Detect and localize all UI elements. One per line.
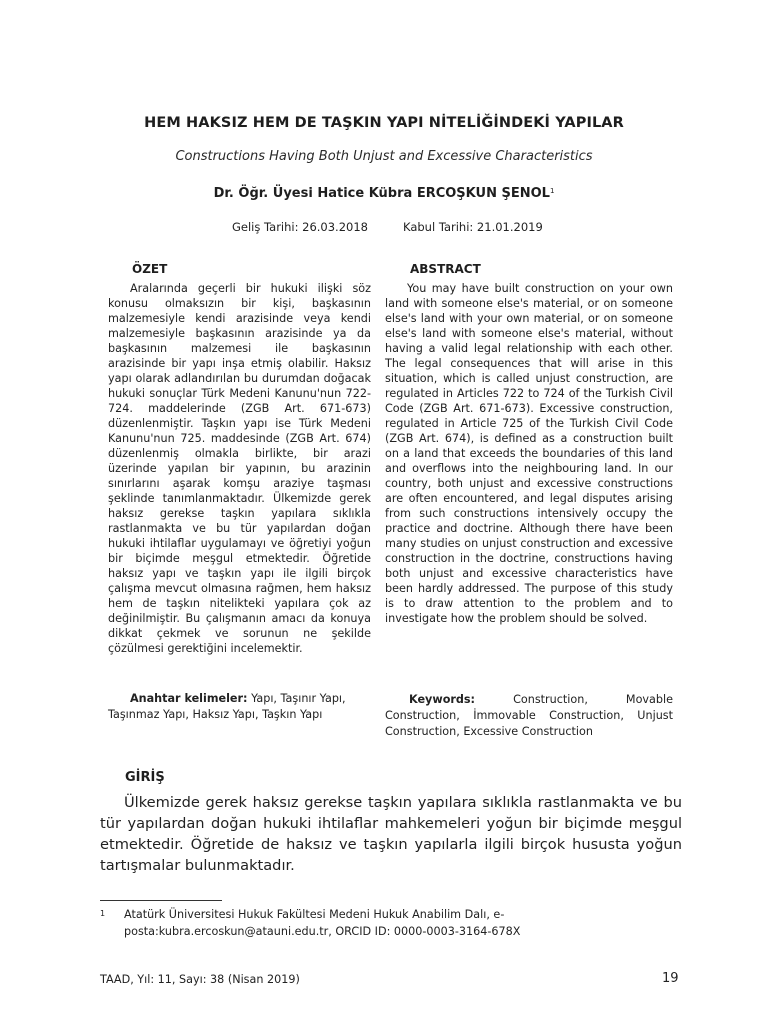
ozet-heading: ÖZET <box>132 262 168 276</box>
article-title: HEM HAKSIZ HEM DE TAŞKIN YAPI NİTELİĞİNDEKİ YAPILAR <box>144 115 624 131</box>
journal-reference: TAAD, Yıl: 11, Sayı: 38 (Nisan 2019) <box>100 973 300 986</box>
abstract-heading: ABSTRACT <box>410 262 481 276</box>
keywords-turkish <box>108 691 371 723</box>
article-subtitle: Constructions Having Both Unjust and Excessive Characteristics <box>175 149 593 164</box>
footnote-text: Atatürk Üniversitesi Hukuk Fakültesi Medeni Hukuk Anabilim Dalı, e-posta:kubra.ercoskun@atauni.edu.tr, ORCID ID: 0000-0003-3164-678X <box>124 908 521 938</box>
keywords-tr-label: Anahtar kelimeler: <box>130 692 248 705</box>
ozet-text <box>108 281 371 656</box>
abstract-text <box>385 281 673 626</box>
giris-text <box>100 792 682 876</box>
keywords-tr-list: Yapı, Taşınır Yapı, Taşınmaz Yapı, Haksız Yapı, Taşkın Yapı <box>108 692 346 721</box>
accepted-date: Kabul Tarihi: 21.01.2019 <box>403 220 543 234</box>
footnote-mark: 1 <box>100 909 106 918</box>
keywords-english <box>385 692 673 740</box>
keywords-en-label: Keywords: <box>409 693 476 706</box>
footnote <box>100 906 682 940</box>
received-date: Geliş Tarihi: 26.03.2018 <box>232 220 368 234</box>
author-line <box>0 186 768 201</box>
section-heading-giris: GİRİŞ <box>125 770 165 785</box>
page-number: 19 <box>662 971 679 986</box>
ozet-paragraph: Aralarında geçerli bir hukuki ilişki söz konusu olmaksızın bir kişi, başkasının malzemesiyle kendi arazisinde veya kendi malzemesiyle başkasının arazisinde ya da başkasının malzemesi ile başkasının arazisinde bir yapı inşa etmiş olabilir. Haksız yapı olarak adlandırılan bu durumdan doğacak hukuki sonuçlar Türk Medeni Kanunu'nun 722-724. maddelerinde (ZGB Art. 671-673) düzenlenmiştir. Taşkın yapı ise Türk Medeni Kanunu'nun 725. maddesinde (ZGB Art. 674) düzenlenmiş olmakla birlikte, bir arazi üzerinde yapılan bir yapının, bu arazinin sınırlarını aşarak komşu araziye taşması şeklinde tanımlanmaktadır. Ülkemizde gerek haksız gerekse taşkın yapılara sıklıkla rastlanmakta ve bu tür yapılardan doğan hukuki ihtilaflar uygulamayı ve öğretiyi yoğun bir biçimde meşgul etmektedir. Öğretide haksız yapı ve taşkın yapı ile ilgili birçok çalışma mevcut olmasına rağmen, hem haksız hem de taşkın nitelikteki yapılara çok az değinilmiştir. Bu çalışmanın amacı da konuya dikkat çekmek ve sorunun ne şekilde çözülmesi gerektiğini incelemektir. <box>108 282 371 655</box>
author-footnote-mark: 1 <box>549 187 555 195</box>
footnote-divider <box>100 900 222 901</box>
abstract-paragraph: You may have built construction on your own land with someone else's material, or on someone else's land with your own material, or on someone else's land with someone else's material, without having a valid legal relationship with each other. The legal consequences that will arise in this situation, which is called unjust construction, are regulated in Articles 722 to 724 of the Turkish Civil Code (ZGB Art. 671-673). Excessive construction, regulated in Article 725 of the Turkish Civil Code (ZGB Art. 674), is defined as a construction built on a land that exceeds the boundaries of this land and overflows into the neighbouring land. In our country, both unjust and excessive constructions are often encountered, and legal disputes arising from such constructions intensively occupy the practice and doctrine. Although there have been many studies on unjust construction and excessive construction in the doctrine, constructions having both unjust and excessive characteristics have been hardly addressed. The purpose of this study is to draw attention to the problem and to investigate how the problem should be solved. <box>385 282 673 625</box>
giris-paragraph: Ülkemizde gerek haksız gerekse taşkın yapılara sıklıkla rastlanmakta ve bu tür yapılardan doğan hukuki ihtilaflar mahkemeleri yoğun bir biçimde meşgul etmektedir. Öğretide de haksız ve taşkın yapılarla ilgili birçok hususta yoğun tartışmalar bulunmaktadır. <box>100 794 682 874</box>
author-name: Dr. Öğr. Üyesi Hatice Kübra ERCOŞKUN ŞENOL <box>213 186 550 201</box>
keywords-en-list: Construction, Movable Construction, İmmovable Construction, Unjust Construction, Excessive Construction <box>385 693 673 738</box>
